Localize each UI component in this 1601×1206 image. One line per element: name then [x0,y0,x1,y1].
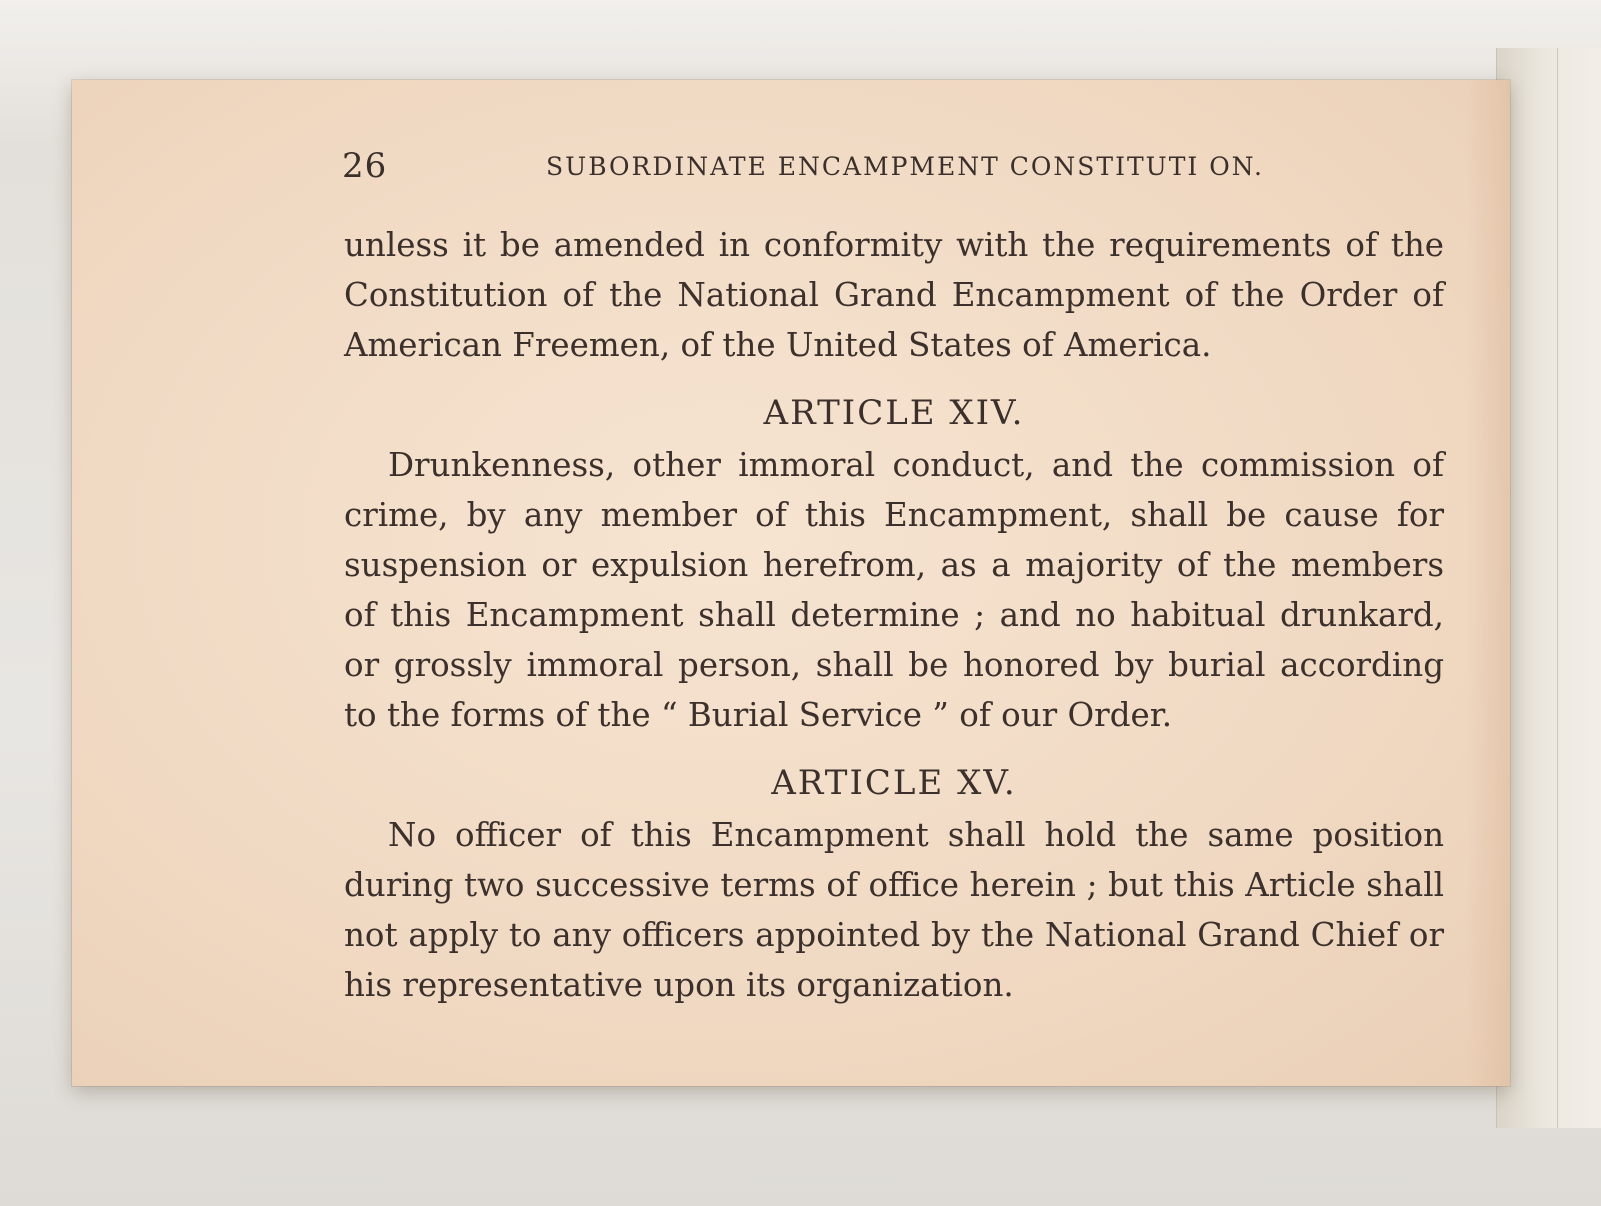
article-xv-heading: ARTICLE XV. [771,763,1017,803]
article-xiv-heading: ARTICLE XIV. [763,393,1025,433]
book-page [72,80,1510,1086]
adjacent-page-edge [1496,48,1601,1128]
article-xv-text: No officer of this Encampment shall hold the same position during two successive terms of office herein ; but this Article shall not apply to any officers appointed by the National Grand Chief or his representative upon its organization. [344,816,1444,1004]
body-text [344,220,1444,1010]
page-number: 26 [342,146,388,186]
opening-paragraph: unless it be amended in conformity with the requirements of the Constitution of the National Grand Encampment of the Order of American Freemen, of the United States of America. [344,226,1444,364]
running-head [342,146,1302,186]
article-xiv-text: Drunkenness, other immoral conduct, and the commission of crime, by any member of this Encampment, shall be cause for suspension or expulsion herefrom, as a majority of the members of this Encampment shall determine ; and no habitual drunkard, or grossly immoral person, shall be honored by burial according to the forms of the “ Burial Service ” of our Order. [344,446,1444,734]
running-head-title: SUBORDINATE ENCAMPMENT CONSTITUTI ON. [546,152,1264,181]
page-fold-line [1557,48,1558,1128]
